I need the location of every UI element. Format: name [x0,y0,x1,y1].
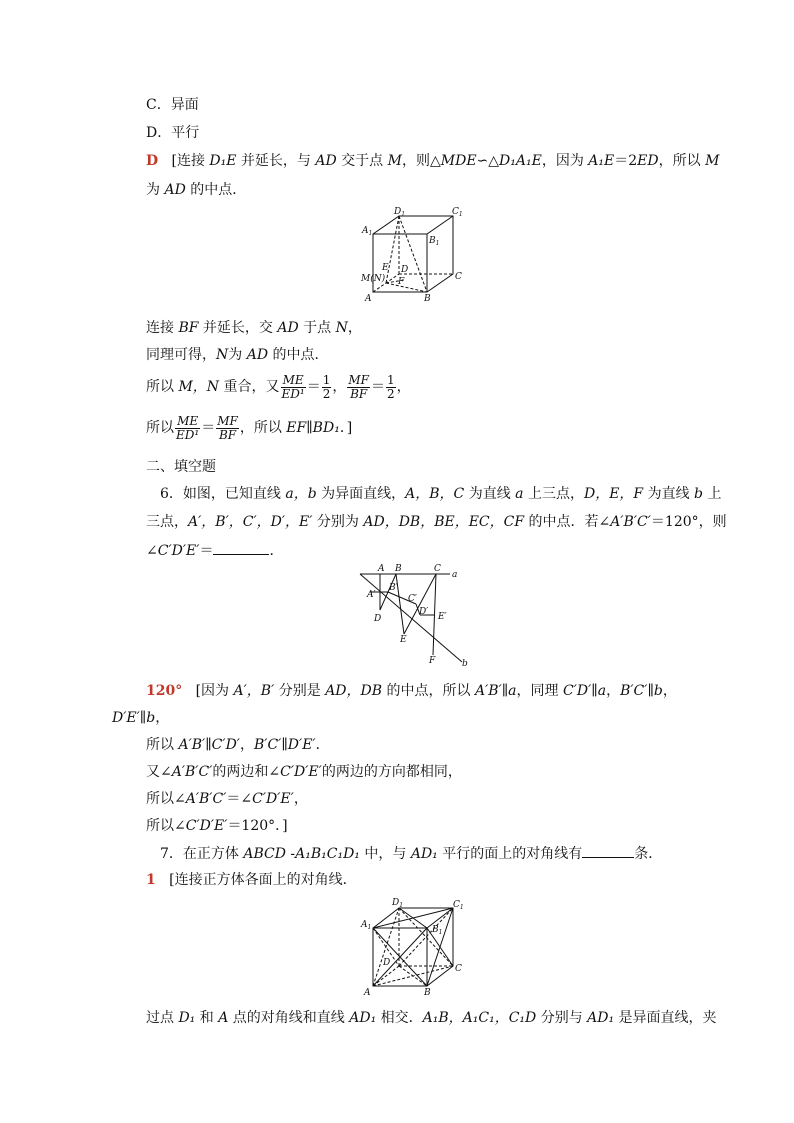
fig2-label-A: A [378,564,385,574]
q5-solution-line-6: 所以 $\frac{ME}{\text{ED¹}}$ ＝ $\frac{MF}{BF}$ ，所以 EF∥BD₁．] [146,413,353,442]
fig1-label-D: D [401,265,409,275]
option-c: C．异面 [146,97,199,113]
fig3-label-C1: $C_1$ [453,900,464,911]
fig3-label-A1: $A_1$ [361,920,372,931]
fig1-label-D1: $D_1$ [394,207,406,218]
q7-solution-line-2: 过点 D₁ 和 A 点的对角线和直线 AD₁ 相交．A₁B，A₁C₁，C₁D 分别与 AD₁ 是异面直线，夹 [146,1010,717,1026]
q7-answer-blank[interactable] [582,843,634,858]
q6-solution-line-4: 又∠A′B′C′的两边和∠C′D′E′的两边的方向都相同， [146,764,462,780]
fig3-label-C: C [455,964,462,974]
q5-solution-line-1: D [连接 D₁E 并延长，与 AD 交于点 M，则△MDE∽△D₁A₁E，因为 A₁E＝2ED，所以 M [146,153,720,169]
fig1-label-MN: M(N) [361,274,386,284]
q6-answer: 120° [146,683,183,699]
figure-cube-1 [356,204,472,306]
q6-line-3: ∠C′D′E′＝ ． [146,540,283,561]
q6-line-2: 三点，A′，B′，C′，D′，E′ 分别为 AD，DB，BE，EC，CF 的中点．若∠A′B′C′＝120°，则 [146,514,727,530]
q6-answer-blank[interactable] [213,540,269,555]
fig1-label-A1: $A_1$ [362,226,373,237]
figure-cube-2 [356,894,472,1000]
fig2-label-Bp: B′ [389,583,398,593]
q7-answer: 1 [146,872,156,888]
q5-solution-line-4: 同理可得，N为 AD 的中点． [146,347,329,363]
fig1-label-B1: $B_1$ [429,236,440,247]
option-d: D．平行 [146,125,200,141]
fig2-label-Ep: E′ [438,612,447,622]
q7-solution-line-1: 1 [连接正方体各面上的对角线． [146,872,357,888]
q6-solution-line-6: 所以∠C′D′E′＝120°．] [146,818,288,834]
q5-answer: D [146,153,159,169]
q5-solution-line-3: 连接 BF 并延长，交 AD 于点 N， [146,320,362,336]
fig3-label-B: B [424,988,431,998]
q6-solution-line-3: 所以 A′B′∥C′D′，B′C′∥D′E′． [146,737,330,753]
q7-line-1: 7．在正方体 ABCD -A₁B₁C₁D₁ 中，与 AD₁ 平行的面上的对角线有 条． [160,843,662,864]
q6-solution-line-2: D′E′∥b， [112,710,170,726]
fig2-label-Cp: C′ [408,594,417,604]
fig1-label-C: C [455,272,462,282]
fig2-label-B: B [395,564,402,574]
fig1-label-E: E [382,263,389,273]
fig3-label-A: A [364,988,371,998]
fig3-label-D1: $D_1$ [392,898,404,909]
fig3-label-B1: $B_1$ [432,925,443,936]
q6-solution-line-5: 所以∠A′B′C′＝∠C′D′E′， [146,791,308,807]
q6-line-1: 6．如图，已知直线 a，b 为异面直线，A，B，C 为直线 a 上三点，D，E，F 为直线 b 上 [160,486,722,502]
fig1-label-A: A [365,294,372,304]
fig2-label-Ap: A′ [367,590,376,600]
fig2-label-F: F [429,656,436,666]
q5-solution-line-5: 所以 M，N 重合，又 $\frac{ME}{\text{ED¹}}$ ＝ $\frac{1}{2}$ ， $\frac{MF}{BF}$ ＝ $\frac{1}{2}$ ， [146,372,411,401]
fig2-label-E: E [400,635,407,645]
q6-solution-line-1: 120° [因为 A′，B′ 分别是 AD，DB 的中点，所以 A′B′∥a，同理 C′D′∥a，B′C′∥b， [146,683,677,699]
fig3-label-D: D [383,958,391,968]
fig1-label-C1: $C_1$ [452,207,463,218]
section-heading-fill-in: 二、填空题 [146,459,216,475]
fig2-label-b: b [462,659,468,669]
fig2-label-C: C [434,564,441,574]
fig2-label-D: D [374,614,382,624]
fig1-label-F: F [398,277,405,287]
fig1-label-B: B [424,294,431,304]
figure-skew-lines [356,562,472,674]
q5-solution-line-2: 为 AD 的中点． [146,182,247,198]
fig2-label-Dp: D′ [419,607,429,617]
fig2-label-a: a [452,570,458,580]
